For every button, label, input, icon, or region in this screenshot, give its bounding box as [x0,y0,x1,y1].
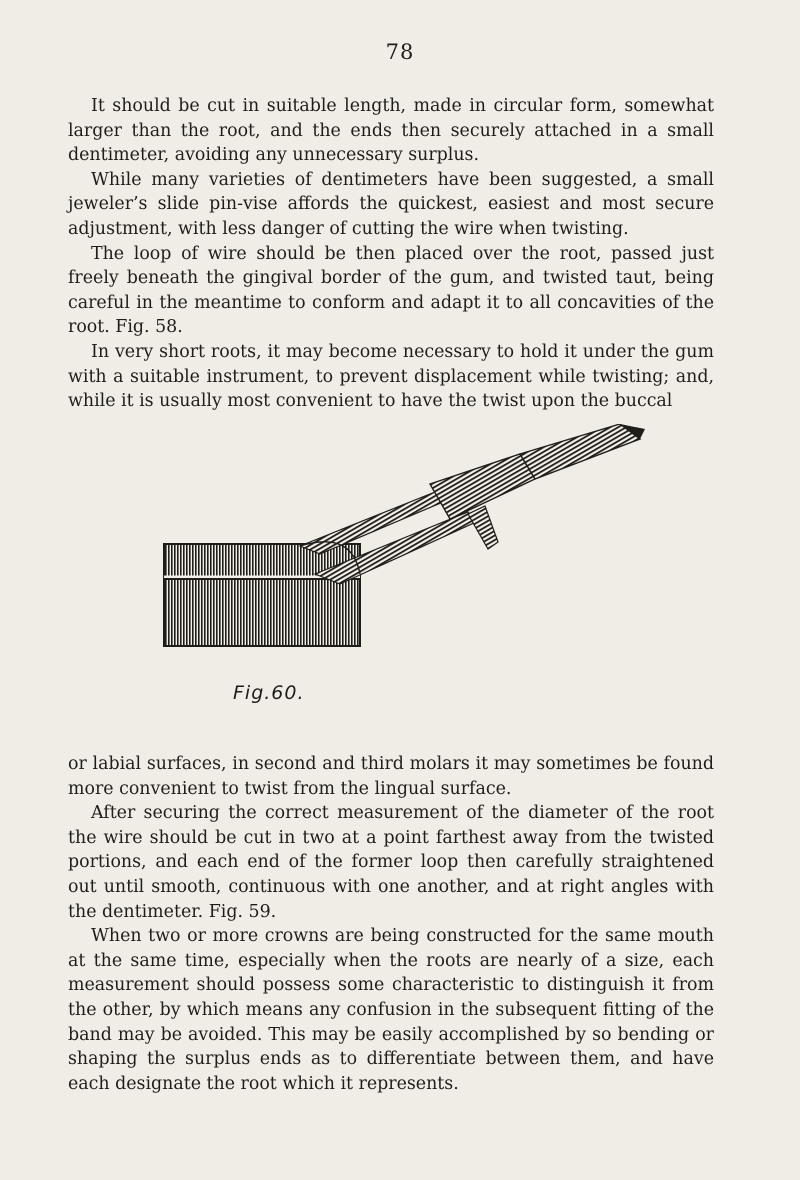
paragraph: When two or more crowns are being constructed for the same mouth at the same time, especially when the roots are nearly of a size, each measurement should possess some characteristic to distinguish it from the other, by which means any confusion in the subsequent fitting of the band may be avoided. This may be easily accomplished by so bending or shaping the surplus ends as to differentiate between them, and have each designate the root which it represents. [68,926,714,1094]
page-number: 78 [385,40,415,64]
paragraph: After securing the correct measurement of the diameter of the root the wire should be cut in two at a point farthest away from the twisted portions, and each end of the former loop then carefully straightened out until smooth, continuous with one another, and at right angles with the dentimeter. Fig. 59. [68,803,714,922]
figure-caption: Fig.60. [233,682,305,704]
paragraph: The loop of wire should be then placed over the root, passed just freely beneath the gingival border of the gum, and twisted taut, being careful in the meantime to conform and adapt it to all concavities of the root. Fig. 58. [68,243,714,338]
paragraph: or labial surfaces, in second and third molars it may sometimes be found more convenient to twist from the lingual surface. [68,754,714,799]
bottom-text-block [68,752,714,1096]
block-lower [164,579,360,646]
top-text-block [68,94,714,414]
paragraph: While many varieties of dentimeters have been suggested, a small jeweler’s slide pin-vise affords the quickest, easiest and most secure adjustment, with less danger of cutting the wire when twisting. [68,169,714,239]
paragraph: It should be cut in suitable length, made in circular form, somewhat larger than the root, and the ends then securely attached in a small dentimeter, avoiding any unnecessary surplus. [68,96,714,166]
paragraph: In very short roots, it may become necessary to hold it under the gum with a suitable instrument, to prevent displacement while twisting; and, while it is usually most convenient to have the twist upon the buccal [68,341,714,412]
pin-vise-illustration [150,424,650,724]
